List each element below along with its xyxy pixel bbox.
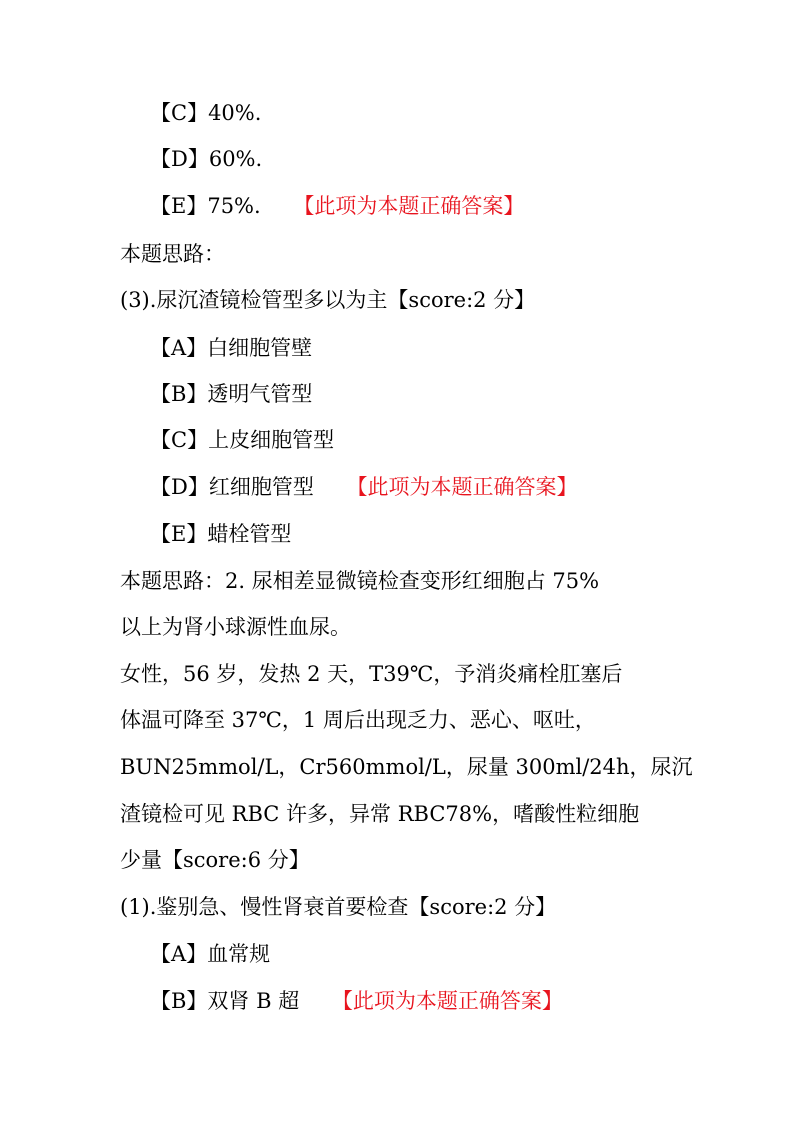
option-text: 【C】上皮细胞管型 [150,428,335,452]
option-c [150,98,674,128]
option-b [150,986,674,1016]
correct-answer-marker: 【此项为本题正确答案】 [346,475,578,499]
option-d [150,472,674,502]
answer-hint: 本题思路： [120,242,225,266]
case-text: 体温可降至 37℃，1 周后出现乏力、恶心、呕吐， [120,708,596,732]
option-c [150,425,674,455]
option-text: 【C】40%. [150,101,262,125]
option-text: 【A】白细胞管壁 [150,336,313,360]
option-text: 【E】75%. [150,194,261,218]
option-text: 【B】透明气管型 [150,382,313,406]
option-text: 【B】双肾 B 超 [150,989,300,1013]
correct-answer-marker: 【此项为本题正确答案】 [293,194,525,218]
question-stem: (1).鉴别急、慢性肾衰首要检查【score:2 分】 [120,895,557,919]
option-text: 【D】红细胞管型 [150,475,314,499]
case-text: BUN25mmol/L，Cr560mmol/L，尿量 300ml/24h，尿沉 [120,755,693,779]
option-a [150,939,674,969]
option-text: 【A】血常规 [150,942,271,966]
option-e [150,519,674,549]
option-text: 【D】60%. [150,147,263,171]
case-text: 渣镜检可见 RBC 许多，异常 RBC78%，嗜酸性粒细胞 [120,802,640,826]
option-d [150,144,674,174]
case-text: 少量【score:6 分】 [120,848,310,872]
correct-answer-marker: 【此项为本题正确答案】 [331,989,563,1013]
option-b [150,379,674,409]
answer-hint-cont: 以上为肾小球源性血尿。 [120,615,351,639]
option-text: 【E】蜡栓管型 [150,522,292,546]
case-text: 女性，56 岁，发热 2 天，T39℃，予消炎痛栓肛塞后 [120,662,623,686]
answer-hint: 本题思路：2. 尿相差显微镜检查变形红细胞占 75% [120,569,600,593]
option-a [150,333,674,363]
question-stem: (3).尿沉渣镜检管型多以为主【score:2 分】 [120,288,536,312]
option-e [150,191,674,221]
